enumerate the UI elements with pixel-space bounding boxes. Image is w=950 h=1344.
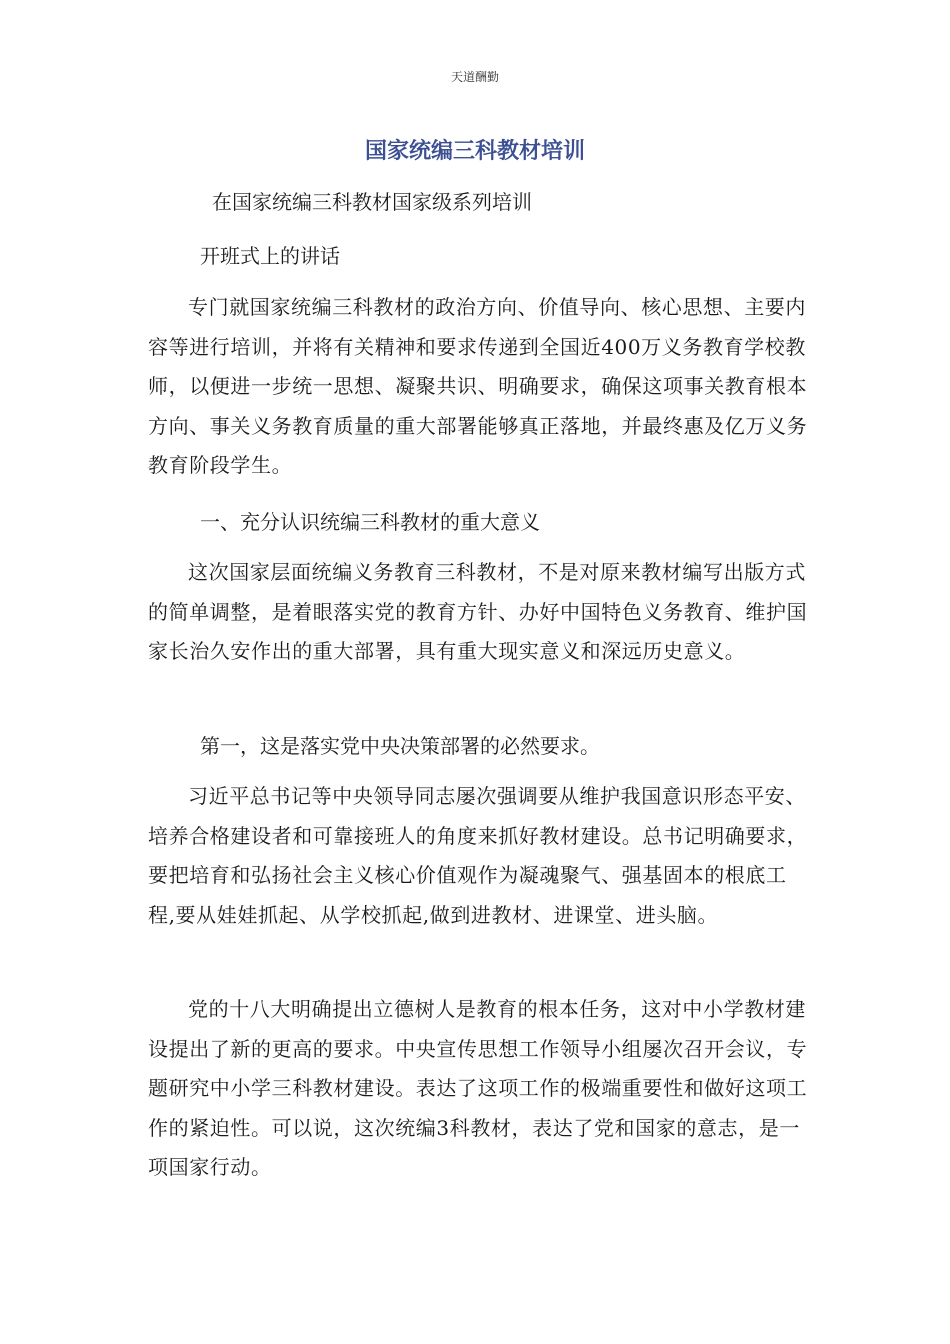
paragraph-1-block bbox=[148, 288, 808, 486]
paragraph-5: 党的十八大明确提出立德树人是教育的根本任务，这对中小学教材建设提出了新的更高的要求。中央宣传思想工作领导小组屡次召开会议，专题研究中小学三科教材建设。表达了这项工作的极端重要性和做好这项工作的紧迫性。可以说，这次统编3科教材，表达了党和国家的意志，是一项国家行动。 bbox=[148, 997, 808, 1179]
paragraph-1: 专门就国家统编三科教材的政治方向、价值导向、核心思想、主要内容等进行培训，并将有关精神和要求传递到全国近400万义务教育学校教师，以便进一步统一思想、凝聚共识、明确要求，确保这项事关教育根本方向、事关义务教育质量的重大部署能够真正落地，并最终惠及亿万义务教育阶段学生。 bbox=[148, 295, 808, 477]
paragraph-2-block bbox=[148, 553, 808, 672]
paragraph-4: 习近平总书记等中央领导同志屡次强调要从维护我国意识形态平安、培养合格建设者和可靠接班人的角度来抓好教材建设。总书记明确要求，要把培育和弘扬社会主义核心价值观作为凝魂聚气、强基固本的根底工程,要从娃娃抓起、从学校抓起,做到进教材、进课堂、进头脑。 bbox=[148, 784, 808, 927]
section-heading-1: 一、充分认识统编三科教材的重大意义 bbox=[200, 510, 540, 534]
running-header: 天道酬勤 bbox=[450, 70, 499, 84]
paragraph-2: 这次国家层面统编义务教育三科教材，不是对原来教材编写出版方式的简单调整，是着眼落实党的教育方针、办好中国特色义务教育、维护国家长治久安作出的重大部署，具有重大现实意义和深远历史意义。 bbox=[148, 560, 808, 663]
subtitle-line-1: 在国家统编三科教材国家级系列培训 bbox=[212, 190, 532, 214]
document-title: 国家统编三科教材培训 bbox=[364, 139, 585, 164]
paragraph-3: 第一，这是落实党中央决策部署的必然要求。 bbox=[200, 734, 600, 758]
subtitle-line-2: 开班式上的讲话 bbox=[200, 244, 340, 268]
paragraph-4-block bbox=[148, 777, 808, 935]
paragraph-5-block bbox=[148, 990, 808, 1188]
